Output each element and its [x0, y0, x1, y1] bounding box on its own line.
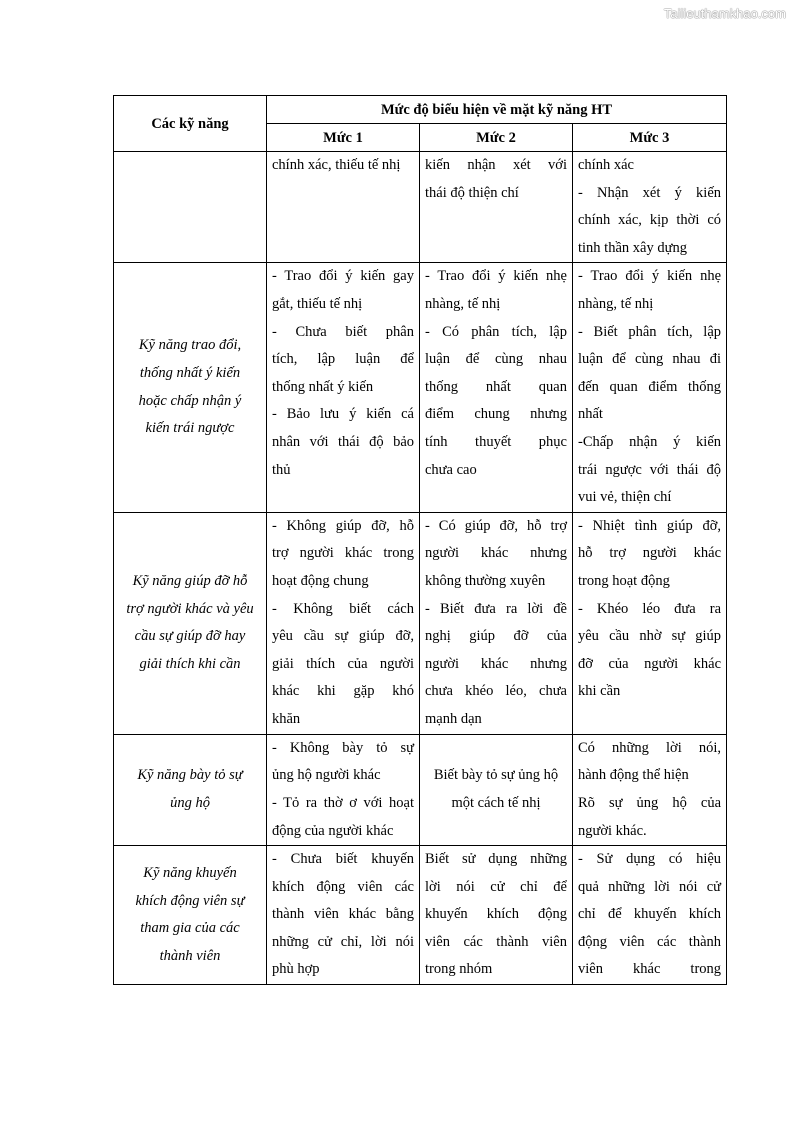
cell-line: đỡ của người khác	[578, 655, 722, 672]
table-row	[114, 263, 727, 512]
skill-cell: Kỹ năng bày tỏ sự ủng hộ	[114, 734, 267, 845]
cell-line: một cách tế nhị	[451, 794, 541, 811]
table-row	[114, 846, 727, 985]
cell-line: viên các thành viên	[425, 933, 567, 950]
level-1-cell	[267, 152, 420, 263]
cell-line: - Không bày tỏ sự	[272, 739, 414, 756]
level-1-cell	[267, 734, 420, 845]
level-2-cell	[420, 263, 573, 512]
level-2-cell	[420, 512, 573, 734]
cell-line: - Không biết cách	[272, 600, 414, 617]
cell-line: những cử chỉ, lời nói	[272, 933, 414, 950]
cell-line: trong nhóm	[425, 961, 493, 978]
cell-line: - Bảo lưu ý kiến cá	[272, 406, 414, 423]
cell-line: hành động thể hiện	[578, 767, 689, 784]
cell-line: chính xác, kịp thời có	[578, 212, 722, 229]
cell-line: yêu cầu nhờ sự giúp	[578, 628, 722, 645]
cell-line: - Chưa biết phân	[272, 323, 414, 340]
header-level-1: Mức 1	[267, 124, 420, 152]
cell-line: giải thích của người	[272, 655, 414, 672]
cell-line: - Biết đưa ra lời đề	[425, 600, 567, 617]
cell-line: chính xác, thiếu tế nhị	[272, 157, 401, 173]
level-3-cell	[573, 846, 727, 985]
level-3-cell	[573, 263, 727, 512]
cell-line: gắt, thiếu tế nhị	[272, 295, 363, 312]
level-3-cell	[573, 734, 727, 845]
header-levels-group: Mức độ biểu hiện về mặt kỹ năng HT	[267, 96, 727, 124]
cell-line: không thường xuyên	[425, 572, 546, 589]
level-2-cell	[420, 152, 573, 263]
cell-line: khăn	[272, 710, 301, 727]
cell-line: Rõ sự ủng hộ của	[578, 794, 722, 811]
cell-line: thống nhất ý kiến	[272, 378, 374, 395]
cell-line: nhàng, tế nhị	[578, 295, 654, 312]
cell-line: điểm chung nhưng	[425, 406, 567, 423]
skill-cell: Kỹ năng trao đổi, thống nhất ý kiến hoặc chấp nhận ý kiến trái ngược	[114, 263, 267, 512]
cell-line: động viên các thành	[578, 933, 722, 950]
cell-line: người khác nhưng	[425, 655, 567, 672]
cell-line: thành viên khác bằng	[272, 906, 414, 923]
cell-line: - Trao đổi ý kiến nhẹ	[578, 268, 722, 285]
level-1-cell	[267, 263, 420, 512]
cell-line: - Có phân tích, lập	[425, 323, 567, 340]
skill-cell: Kỹ năng khuyến khích động viên sự tham gia của các thành viên	[114, 846, 267, 985]
cell-line: Biết bày tỏ sự ủng hộ	[433, 767, 559, 784]
level-1-cell	[267, 846, 420, 985]
cell-line: - Sử dụng có hiệu	[578, 851, 722, 868]
cell-line: - Khéo léo đưa ra	[578, 600, 722, 617]
cell-line: luận để cùng nhau	[425, 351, 567, 368]
cell-line: - Tỏ ra thờ ơ với hoạt	[272, 794, 414, 811]
cell-line: khuyến khích động	[425, 906, 567, 923]
cell-line: khích động viên các	[272, 878, 414, 895]
cell-line: trái ngược với thái độ	[578, 461, 722, 478]
cell-line: phù hợp	[272, 961, 320, 978]
cell-line: kiến nhận xét với	[425, 157, 567, 173]
cell-line: - Trao đổi ý kiến gay	[272, 268, 414, 285]
cell-line: nghị giúp đỡ của	[425, 628, 567, 645]
level-2-cell	[420, 734, 573, 845]
level-3-cell	[573, 512, 727, 734]
skill-cell: Kỹ năng giúp đỡ hỗ trợ người khác và yêu cầu sự giúp đỡ hay giải thích khi cần	[114, 512, 267, 734]
cell-line: chính xác	[578, 157, 634, 173]
cell-line: hoạt động chung	[272, 572, 369, 589]
level-2-cell	[420, 846, 573, 985]
cell-line: trợ người khác trong	[272, 545, 414, 562]
cell-line: thủ	[272, 461, 291, 478]
cell-line: nhất	[578, 406, 603, 423]
cell-line: khi cần	[578, 683, 621, 700]
cell-line: khác khi gặp khó	[272, 683, 414, 700]
header-skills: Các kỹ năng	[114, 96, 267, 152]
cell-line: hỗ trợ người khác	[578, 545, 722, 562]
cell-line: yêu cầu sự giúp đỡ,	[272, 628, 414, 645]
cell-line: lời nói cử chỉ để	[425, 878, 567, 895]
cell-line: - Có giúp đỡ, hỗ trợ	[425, 517, 567, 534]
cell-line: thái độ thiện chí	[425, 184, 519, 201]
cell-line: - Không giúp đỡ, hỗ	[272, 517, 414, 534]
cell-line: -Chấp nhận ý kiến	[578, 433, 722, 450]
cell-line: thống nhất quan	[425, 378, 567, 395]
cell-line: - Trao đổi ý kiến nhẹ	[425, 268, 567, 285]
cell-line: - Nhiệt tình giúp đỡ,	[578, 517, 722, 534]
cell-line: luận để cùng nhau đi	[578, 351, 722, 368]
cell-line: tích, lập luận để	[272, 351, 414, 368]
table-row	[114, 734, 727, 845]
cell-line: chưa khéo léo, chưa	[425, 683, 567, 700]
cell-line: mạnh dạn	[425, 710, 482, 727]
cell-line: chỉ để khuyến khích	[578, 906, 722, 923]
level-3-cell	[573, 152, 727, 263]
cell-line: chưa cao	[425, 461, 477, 478]
level-1-cell	[267, 512, 420, 734]
cell-line: vui vẻ, thiện chí	[578, 489, 672, 506]
table-row	[114, 152, 727, 263]
cell-line: quả những lời nói cử	[578, 878, 722, 895]
header-level-3: Mức 3	[573, 124, 727, 152]
watermark-text: Tailieuthamkhao.com	[663, 6, 786, 21]
cell-line: tính thuyết phục	[425, 433, 567, 450]
cell-line: đến quan điểm thống	[578, 378, 722, 395]
cell-line: ủng hộ người khác	[272, 767, 381, 784]
cell-line: Có những lời nói,	[578, 739, 722, 756]
header-level-2: Mức 2	[420, 124, 573, 152]
cell-line: - Biết phân tích, lập	[578, 323, 722, 340]
cell-line: tinh thần xây dựng	[578, 239, 687, 256]
skills-table	[113, 95, 727, 985]
cell-line: Biết sử dụng những	[425, 851, 567, 868]
table-row	[114, 512, 727, 734]
skill-cell	[114, 152, 267, 263]
cell-line: - Chưa biết khuyến	[272, 851, 414, 868]
cell-line: - Nhận xét ý kiến	[578, 184, 722, 201]
cell-line: nhàng, tế nhị	[425, 295, 501, 312]
cell-line: nhân với thái độ bảo	[272, 433, 414, 450]
cell-line: người khác.	[578, 822, 647, 839]
cell-line: trong hoạt động	[578, 572, 670, 589]
cell-line: động của người khác	[272, 822, 394, 839]
cell-line: viên khác trong	[578, 961, 722, 978]
cell-line: người khác nhưng	[425, 545, 567, 562]
